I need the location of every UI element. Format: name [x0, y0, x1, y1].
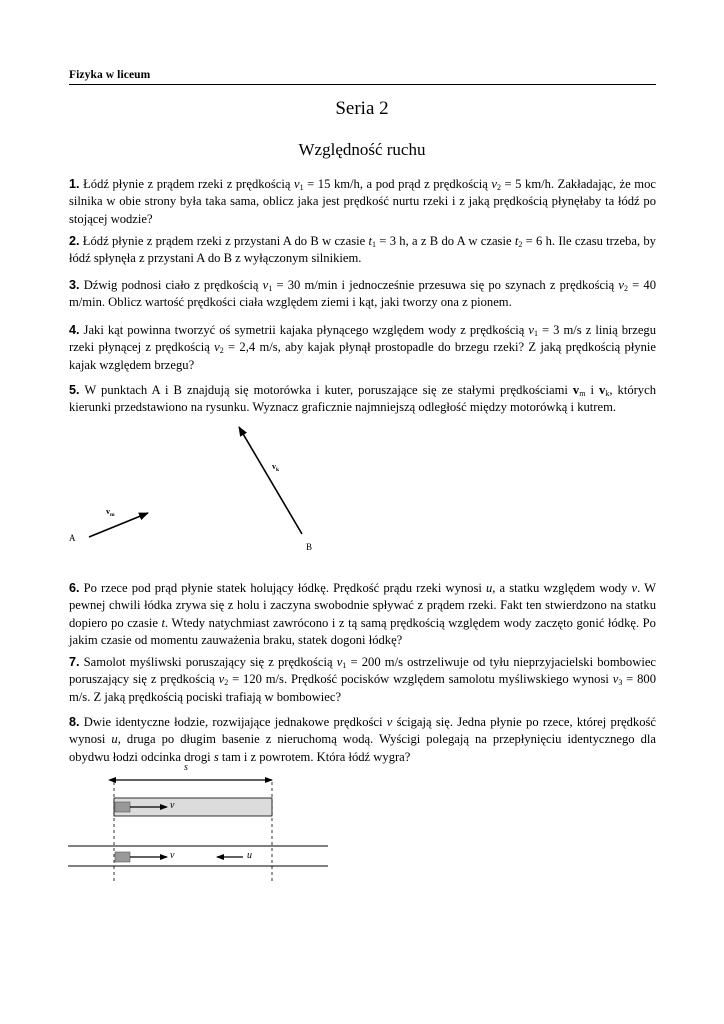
vector-vk-arrow	[239, 427, 302, 534]
subscript: 2	[623, 284, 628, 293]
subscript: 1	[268, 284, 273, 293]
series-title	[0, 98, 724, 120]
symbol: v	[528, 323, 535, 337]
symbol: v	[618, 278, 624, 292]
problem-number: 8.	[69, 715, 80, 729]
figure-5-velocity-vectors	[60, 420, 350, 560]
symbol: v	[491, 177, 497, 191]
boat-river	[115, 852, 130, 862]
problem-text: = 120 m/s. Prędkość pocisków względem samolotu myśliwskiego wynosi	[228, 672, 613, 687]
symbol: v	[631, 581, 638, 595]
vk-label	[272, 462, 280, 473]
symbol: v	[612, 672, 619, 687]
subscript: 2	[518, 240, 523, 249]
subscript: m	[579, 389, 586, 398]
vm-subscript: m	[110, 512, 115, 518]
problem-text: = 3 m/s z linią brzegu rzeki płynącej z prędkością	[69, 323, 656, 355]
symbol: v	[336, 655, 343, 669]
problem-2	[69, 233, 656, 268]
problem-text: . Wtedy natychmiast zawrócono i z tą samą prędkością względem wody zaczęto gonić łódkę. Po jakim czasie od momentu zauważenia braku, statek dogoni łódkę?	[69, 615, 656, 647]
problem-text: W punktach A i B znajdują się motorówka i kuter, poruszające się ze stałymi prędkościami	[79, 383, 573, 397]
symbol: s	[213, 749, 219, 764]
point-b-label: B	[306, 542, 313, 552]
problem-text: i	[585, 383, 600, 397]
problem-text: = 800 m/s. Z jaką prędkością pociski trafiają w bombowiec?	[69, 672, 656, 704]
vm-symbol: v	[106, 507, 110, 516]
symbol: v	[214, 340, 220, 355]
symbol: v	[218, 672, 225, 687]
vk-subscript: k	[276, 467, 280, 473]
running-header: Fizyka w liceum	[69, 69, 656, 85]
velocity-v-label-top: v	[170, 800, 175, 811]
symbol: v	[294, 177, 300, 191]
problem-text: = 3 h, a z B do A w czasie	[376, 234, 515, 248]
symbol: t	[368, 234, 373, 248]
problem-number: 7.	[69, 655, 80, 669]
boat-pool	[115, 802, 130, 812]
problem-text: Dwie identyczne łodzie, rozwijające jednakowe prędkości	[79, 715, 387, 729]
problem-3	[69, 277, 656, 312]
subscript: 2	[219, 346, 224, 356]
problem-text: = 30 m/min i jednocześnie przesuwa się po szynach z prędkością	[272, 278, 619, 292]
problem-text: , a statku względem wody	[492, 581, 632, 595]
series-title-text: Seria 2	[335, 98, 389, 119]
velocity-v-label-bottom: v	[170, 850, 175, 861]
problem-text: . W pewnej chwili łódka zrywa się z holu i zaczyna swobodnie spływać z prądem rzeki. Fakt ten stwierdzono na statku dopiero po czasie	[69, 581, 656, 630]
problem-text: = 40 m/min. Oblicz wartość prędkości ciała względem ziemi i kąt, jaki tworzy ona z pionem.	[69, 278, 657, 310]
problem-text: , których kierunki przedstawiono na rysunku. Wyznacz graficznie najmniejszą odległość między motorówką i kutrem.	[69, 383, 656, 415]
symbol: u	[485, 581, 493, 595]
subscript: 1	[342, 661, 347, 670]
problem-number: 1.	[69, 177, 80, 191]
symbol: v	[386, 715, 393, 729]
subscript: 3	[618, 678, 623, 688]
problem-4	[69, 322, 656, 374]
section-subtitle: Względność ruchu	[298, 140, 426, 159]
problem-text: = 200 m/s ostrzeliwuje od tyłu nieprzyjacielski bombowiec poruszający się z prędkością	[69, 655, 657, 687]
problem-text: Łódź płynie z prądem rzeki z przystani A do B w czasie	[79, 234, 369, 248]
subscript: 1	[299, 183, 304, 192]
problem-text: tam i z powrotem. Która łódź wygra?	[218, 749, 411, 764]
vector-vm-arrow	[89, 513, 148, 537]
problem-6	[69, 580, 656, 649]
problem-text: ścigają się. Jedna płynie po rzece, której prędkość wynosi	[69, 715, 656, 747]
problem-text: Jaki kąt powinna tworzyć oś symetrii kajaka płynącego względem wody z prędkością	[79, 323, 529, 337]
current-u-label: u	[247, 850, 252, 861]
problem-8	[69, 714, 656, 766]
subscript: 2	[496, 183, 501, 192]
problem-number: 3.	[69, 278, 80, 292]
problem-number: 6.	[69, 581, 80, 595]
problem-number: 4.	[69, 323, 80, 337]
figure-8-boat-race	[60, 760, 340, 890]
vm-label	[106, 507, 115, 518]
problem-text: Dźwig podnosi ciało z prędkością	[79, 278, 263, 292]
point-a-label: A	[69, 533, 76, 543]
problem-text: , druga po długim basenie z nieruchomą wodą. Wyścigi polegają na przepłynięciu identycznego dla obydwu łodzi odcinka drogi	[69, 732, 656, 764]
problem-number: 5.	[69, 383, 80, 397]
symbol: v	[262, 278, 269, 292]
symbol: t	[514, 234, 519, 248]
subscript: 1	[372, 240, 377, 249]
vector-symbol: v	[572, 383, 580, 397]
subscript: 2	[224, 678, 229, 688]
problem-1	[69, 176, 656, 228]
symbol: u	[111, 732, 118, 747]
subscript: 1	[534, 329, 539, 338]
vk-symbol: v	[272, 462, 276, 471]
problem-7	[69, 654, 656, 706]
subscript: k	[605, 389, 610, 398]
vector-symbol: v	[599, 383, 606, 397]
problem-number: 2.	[69, 234, 80, 248]
problem-text: = 5 km/h. Zakładając, że moc silnika w obie strony była taka sama, oblicz jaka jest prędkość nurtu rzeki i z jaką prędkością płynęłaby ta łódź po stojącej wodzie?	[69, 177, 656, 226]
symbol: t	[161, 615, 166, 630]
problem-text: = 6 h. Ile czasu trzeba, by łódź spłynęła z przystani A do B z wyłączonym silnikiem.	[69, 234, 656, 266]
distance-s-label: s	[184, 762, 188, 773]
problem-5	[69, 382, 656, 417]
problem-text: Łódź płynie z prądem rzeki z prędkością	[79, 177, 294, 191]
problem-text: = 15 km/h, a pod prąd z prędkością	[303, 177, 492, 191]
problem-text: Samolot myśliwski poruszający się z prędkością	[79, 655, 337, 669]
problem-text: Po rzece pod prąd płynie statek holujący łódkę. Prędkość prądu rzeki wynosi	[79, 581, 486, 595]
problem-text: = 2,4 m/s, aby kajak płynął prostopadle do brzegu rzeki? Z jaką prędkością płynie kajak względem brzegu?	[69, 340, 656, 372]
